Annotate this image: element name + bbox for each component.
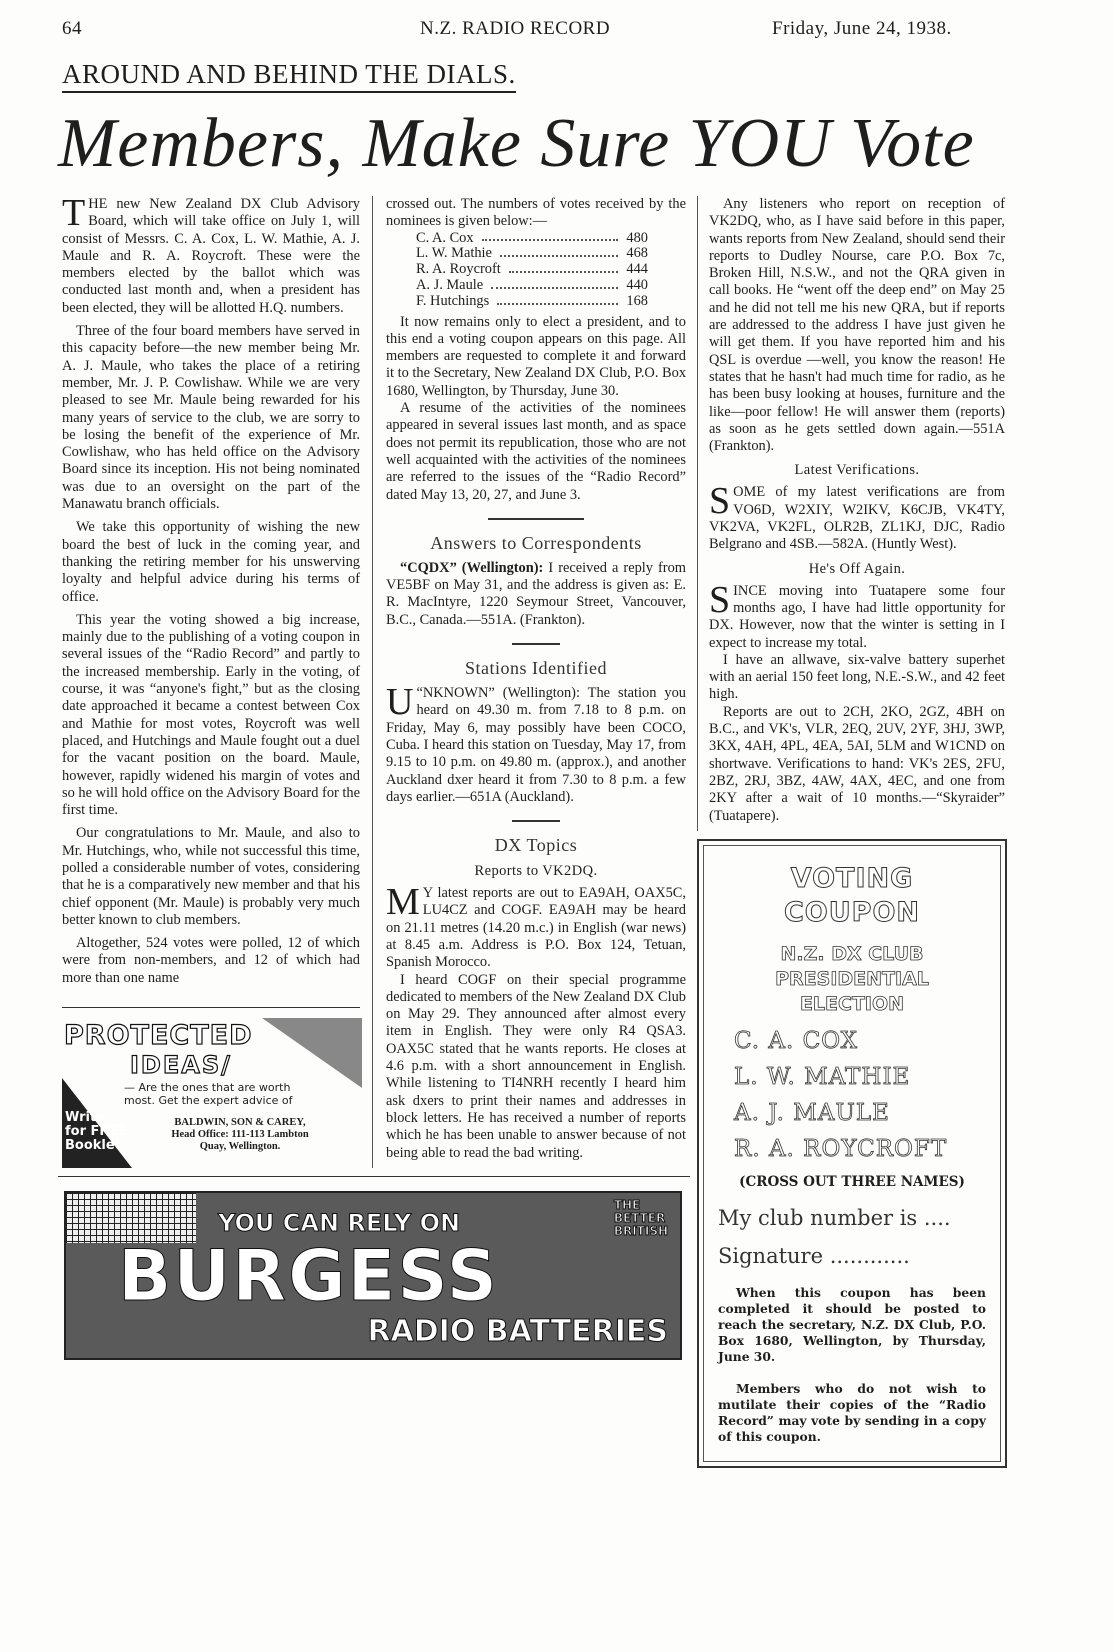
paragraph: M Y latest reports are out to EA9AH, OAX5C, LU4CZ and COGF. EA9AH may be heard on 21.11 metres (14.20 m.c.) in English (war news) at 8.45 a.m. Address is P.O. Box 124, Tetuan, Spanish Morocco. bbox=[386, 881, 686, 971]
divider bbox=[512, 820, 560, 822]
ad-footer bbox=[62, 1111, 362, 1153]
ad-row bbox=[78, 1235, 668, 1318]
column-1-stack bbox=[58, 192, 360, 1168]
advertisement-burgess bbox=[64, 1191, 682, 1360]
paragraph: “CQDX” (Wellington): I received a reply from VE5BF on May 31, and the address is given as: E. R. MacIntyre, 1220 Seymour Street, Vancouver, B.C., Canada.—551A. (Frankton). bbox=[386, 559, 686, 628]
publication-name: N.Z. RADIO RECORD bbox=[420, 18, 611, 39]
candidate-name: L. W. MATHIE bbox=[734, 1063, 911, 1090]
vote-row: C. A. Cox 480 bbox=[416, 229, 648, 246]
paragraph: We take this opportunity of wishing the new board the best of luck in the coming year, and thanking the retiring member for his unswerving loyalty and helpful advice during his terms of office. bbox=[62, 519, 360, 605]
right-block bbox=[697, 196, 1015, 1468]
drop-cap: S bbox=[709, 578, 731, 621]
paragraph: It now remains only to elect a president, and to this end a voting coupon appears on this page. All members are requested to complete it and forward it to the Secretary, New Zealand DX Club, P.O. Box 1680, Wellington, by Thursday, June 30. bbox=[386, 313, 687, 399]
rule bbox=[62, 1007, 360, 1008]
candidate-name: A. J. MAULE bbox=[734, 1099, 890, 1126]
article-column-2 bbox=[372, 196, 690, 1168]
sub-heading: He's Off Again. bbox=[808, 560, 906, 577]
ad-slogan: YOU CAN RELY ON bbox=[218, 1209, 461, 1238]
ad-product: RADIO BATTERIES bbox=[367, 1314, 668, 1350]
ad-headline: PROTECTED bbox=[64, 1020, 253, 1052]
drop-cap: U bbox=[386, 681, 414, 724]
paragraph: This year the voting showed a big increase, mainly due to the publishing of a voting coupon in several issues of the “Radio Record” and partly to the increased membership. Early in the voting, of course, it was “anyone's fight,” but as the closing date approached it became a contest between Cox and Mathie for most votes, Roycroft was well placed, and Hutchings and Maule fought out a duel for the vacant position on the board. Maule, however, rapidly widened his margin of votes and so he will hold office on the Advisory Board for the first time. bbox=[62, 611, 360, 819]
voting-coupon bbox=[697, 839, 1007, 1468]
left-columns bbox=[58, 192, 690, 1168]
issue-date: Friday, June 24, 1938. bbox=[772, 18, 952, 39]
candidate-name: R. A. ROYCROFT bbox=[734, 1135, 948, 1162]
divider bbox=[488, 518, 584, 520]
paragraph: Reports are out to 2CH, 2KO, 2GZ, 4BH on B.C., and VK's, VLR, 2EQ, 2UV, 2YF, 3HJ, 3WP, 3KX, 4AH, 4PL, 4EA, 5AI, 5LM and W1CND on shortwave. Verifications to hand: VK's 2ES, 2FU, 2BZ, 2RJ, 3BZ, 4AW, 4AX, 4EC, and one from 2KY after a wait of 10 months.—“Skyraider” (Tuatapere). bbox=[709, 703, 1005, 824]
coupon-note: Members who do not wish to mutilate their copies of the “Radio Record” may vote by sending in a copy of this coupon. bbox=[718, 1380, 986, 1444]
ad-body: — Are the ones that are worth most. Get the expert advice of bbox=[124, 1081, 293, 1108]
divider bbox=[512, 643, 560, 645]
paragraph: SINCE moving into Tuatapere some four months ago, I have had little opportunity for DX. However, now that the winter is setting in I expect to increase my total. bbox=[709, 578, 1005, 651]
coupon-note: When this coupon has been completed it should be posted to reach the secretary, N.Z. DX Club, P.O. Box 1680, Wellington, by Thursday, June 30. bbox=[718, 1284, 986, 1364]
club-number-field: My club number is .... bbox=[718, 1205, 951, 1230]
paragraph: SOME of my latest verifications are from VO6D, W2XIY, W2IKV, K6CJB, VK4TY, VK2VA, VK2FL, OLR2B, ZL1KJ, DJC, Radio Belgrano and 4SB.—582A. (Huntly West). bbox=[709, 480, 1005, 553]
page-number: 64 bbox=[62, 18, 82, 39]
article-column-3 bbox=[697, 196, 1015, 831]
candidate-name: C. A. COX bbox=[734, 1027, 859, 1054]
vote-results-table bbox=[416, 231, 648, 310]
paragraph: I heard COGF on their special programme dedicated to members of the New Zealand DX Club on May 29. They announced after almost every item in English. They were only R4 QSA3. OAX5C stated that he wants reports. He closes at 4.6 p.m. with a short announcement in English. While listening to TI4NRH recently I heard him ask dxers to print their names and addresses in block letters. He has received a number of reports which he has been unable to answer because of not being able to read the bad writing. bbox=[386, 971, 686, 1161]
left-block bbox=[58, 192, 690, 1360]
sub-heading: Reports to VK2DQ. bbox=[474, 863, 598, 880]
article-column-1 bbox=[62, 192, 360, 993]
paragraph: Three of the four board members have served in this capacity before—the new member being Mr. A. J. Maule, who takes the place of a retiring member, Mr. J. P. Cowlishaw. While we are very pleased to see Mr. Maule being rewarded for his many years of service to the club, we are sorry to be losing the benefit of the experience of Mr. Cowlishaw, who has held office on the Advisory Board since its inception. His not being nominated was due to an oversight on the part of the Manawatu branch officials. bbox=[62, 323, 360, 513]
paragraph: crossed out. The numbers of votes received by the nominees is given below:— bbox=[386, 196, 686, 230]
advertisement-protected-ideas bbox=[62, 1018, 362, 1168]
ad-row bbox=[78, 1199, 668, 1238]
vote-row: F. Hutchings 168 bbox=[416, 292, 648, 309]
ad-address: BALDWIN, SON & CAREY, Head Office: 111-113 Lambton Quay, Wellington. bbox=[171, 1117, 309, 1153]
signature-field: Signature ............ bbox=[718, 1243, 910, 1268]
ad-tagline: THE BETTER BRITISH bbox=[613, 1198, 668, 1239]
vote-row: A. J. Maule 440 bbox=[416, 276, 648, 293]
coupon-subtitle: N.Z. DX CLUB bbox=[780, 942, 924, 965]
paragraph: U “NKNOWN” (Wellington): The station you heard on 49.30 m. from 7.18 to 8 p.m. on Friday, May 6, may possibly have been COCO, Cuba. I heard this station on Tuesday, May 17, from 9.15 to 10 p.m. on 49.80 m. (approx.), and another Auckland dxer heard it from 7.30 to 8 p.m. a few days earlier.—651A (Auckland). bbox=[386, 681, 686, 805]
paragraph: Altogether, 524 votes were polled, 12 of which were from non-members, and 12 of which had more than one name bbox=[62, 935, 360, 986]
section-kicker: AROUND AND BEHIND THE DIALS. bbox=[62, 58, 516, 93]
paragraph: Our congratulations to Mr. Maule, and also to Mr. Hutchings, who, while not successful this time, polled a considerable number of votes, considering that he is a comparatively new member and that his chief opponent (Mr. Maule) is probably very much better known to club members. bbox=[62, 825, 360, 928]
ad-row bbox=[78, 1314, 668, 1350]
paragraph: A resume of the activities of the nominees appeared in several issues last month, and as space does not permit its republication, those who are not well acquainted with the activities of the nominees are referred to the issues of the “Radio Record” dated May 13, 20, 27, and June 3. bbox=[386, 400, 686, 503]
coupon-subtitle: PRESIDENTIAL bbox=[775, 967, 929, 990]
ad-brand: BURGESS bbox=[118, 1235, 500, 1318]
sub-heading: Latest Verifications. bbox=[794, 462, 920, 479]
vote-row: R. A. Roycroft 444 bbox=[416, 261, 648, 278]
page-title: Members, Make Sure YOU Vote bbox=[58, 105, 975, 182]
paragraph: Any listeners who report on reception of VK2DQ, who, as I have said before in this paper, wants reports from New Zealand, should send their reports to Dudley Nourse, care P.O. Box 7c, Broken Hill, N.S.W., and not the QRA given in call books. He “went off the deep end” on May 25 and he did not tell me his new QRA, but if reports are addressed to the address I have just given he will get them. If you have reported him and his QSL is overdue —well, you know the reason! He states that he hasn't had much time for radio, as he has been busy looking at houses, furniture and the like—poor fellow! He will answer them (reports) as soon as he gets settled down again.—551A (Frankton). bbox=[709, 196, 1005, 455]
vote-row: L. W. Mathie 468 bbox=[416, 245, 648, 262]
coupon-title: VOTING COUPON bbox=[783, 862, 921, 928]
section-heading-dx-topics: DX Topics bbox=[494, 835, 578, 856]
ad-booklet-offer: Write for FREE Booklet bbox=[65, 1110, 128, 1154]
drop-cap: T bbox=[62, 192, 86, 234]
ad-headline: IDEAS/ bbox=[130, 1051, 232, 1080]
paragraph: I have an allwave, six-valve battery superhet with an aerial 150 feet long, N.E.-S.W., and 42 feet high. bbox=[709, 651, 1005, 703]
coupon-instruction: (CROSS OUT THREE NAMES) bbox=[739, 1173, 965, 1190]
section-heading-answers: Answers to Correspondents bbox=[430, 532, 642, 553]
drop-cap: S bbox=[709, 480, 731, 523]
section-heading-stations: Stations Identified bbox=[465, 658, 607, 679]
rule bbox=[58, 1176, 690, 1177]
paragraph: THE new New Zealand DX Club Advisory Board, which will take office on July 1, will consist of Messrs. C. A. Cox, L. W. Mathie, A. J. Maule and R. A. Roycroft. These were the members elected by the ballot which was conducted last month and, when a president has been elected, they will be allotted H.Q. numbers. bbox=[62, 192, 360, 316]
page-body bbox=[58, 192, 1015, 1468]
drop-cap: M bbox=[386, 881, 420, 924]
coupon-subtitle: ELECTION bbox=[799, 992, 905, 1015]
